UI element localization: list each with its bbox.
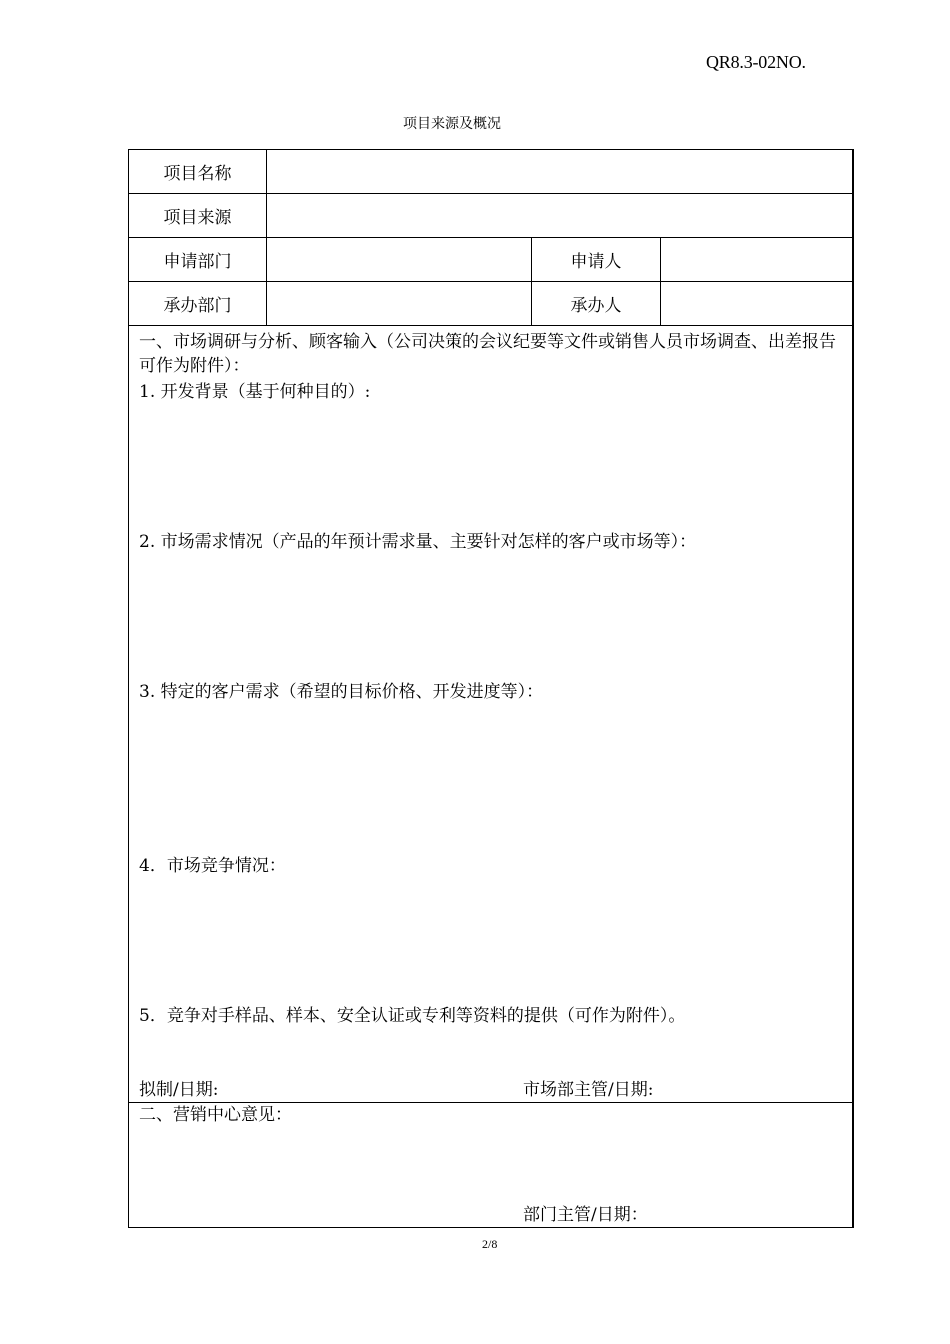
section1-signature-row (139, 1078, 844, 1102)
market-research-heading: 一、市场调研与分析、顾客输入（公司决策的会议纪要等文件或销售人员市场调查、出差报告可作为附件）： (139, 332, 836, 376)
project-name-field[interactable] (267, 150, 853, 194)
dept-manager-date-label: 部门主管/日期： (523, 1205, 648, 1225)
handler-field[interactable] (661, 282, 853, 326)
marketing-center-opinion-section[interactable] (129, 1103, 853, 1228)
marketing-center-opinion-heading: 二、营销中心意见： (139, 1105, 292, 1125)
question-competitor-materials: 5．竞争对手样品、样本、安全认证或专利等资料的提供（可作为附件）。 (139, 1006, 686, 1026)
question-development-background: 1. 开发背景（基于何种目的）: (139, 382, 371, 402)
question-customer-requirements: 3. 特定的客户需求（希望的目标价格、开发进度等）： (139, 682, 544, 702)
document-code: QR8.3-02NO. (706, 52, 806, 72)
market-research-section[interactable] (129, 326, 853, 1103)
question-market-demand: 2. 市场需求情况（产品的年预计需求量、主要针对怎样的客户或市场等）： (139, 532, 697, 552)
applicant-field[interactable] (661, 238, 853, 282)
answer-area-market-competition[interactable] (139, 878, 844, 1004)
applying-dept-field[interactable] (267, 238, 532, 282)
project-source-field[interactable] (267, 194, 853, 238)
project-form-table (128, 149, 854, 1228)
applicant-label: 申请人 (532, 238, 661, 282)
handler-label: 承办人 (532, 282, 661, 326)
page-number: 2/8 (482, 1237, 498, 1251)
applying-dept-label: 申请部门 (129, 238, 267, 282)
drafted-by-date-label: 拟制/日期: (139, 1080, 219, 1100)
project-name-label: 项目名称 (129, 150, 267, 194)
form-title: 项目来源及概况 (403, 116, 501, 132)
question-market-competition: 4．市场竞争情况： (139, 856, 286, 876)
answer-area-market-demand[interactable] (139, 554, 844, 680)
answer-area-customer-requirements[interactable] (139, 704, 844, 854)
project-source-label: 项目来源 (129, 194, 267, 238)
answer-area-competitor-materials[interactable] (139, 1028, 844, 1078)
market-manager-date-label: 市场部主管/日期: (523, 1080, 654, 1100)
handling-dept-label: 承办部门 (129, 282, 267, 326)
answer-area-development-background[interactable] (139, 404, 844, 530)
handling-dept-field[interactable] (267, 282, 532, 326)
